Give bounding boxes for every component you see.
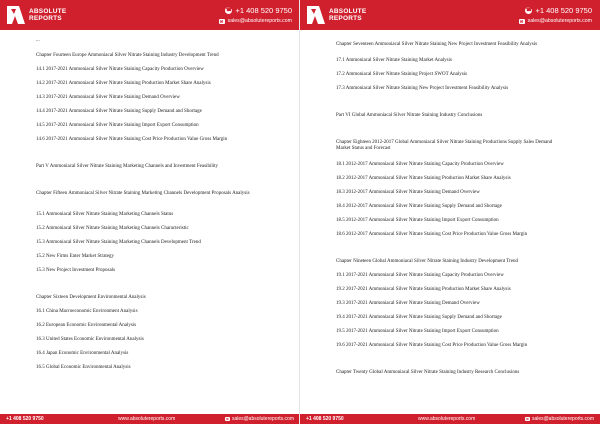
toc-entry: Chapter Sixteen Development Environmental Analysis bbox=[36, 295, 146, 300]
toc-entry: 14.4 2017-2021 Ammoniacal Silver Nitrate Staining Supply Demand and Shortage bbox=[36, 109, 202, 114]
page-footer bbox=[300, 414, 600, 424]
absolute-reports-logo[interactable] bbox=[6, 5, 66, 25]
toc-entry: 15.3 Ammoniacal Silver Nitrate Staining Marketing Channels Development Trend bbox=[36, 240, 201, 245]
logo-line-2: REPORTS bbox=[29, 15, 62, 22]
toc-entry: 16.1 China Macroeconomic Environment Analysis bbox=[36, 309, 138, 314]
toc-entry: 14.6 2017-2021 Ammoniacal Silver Nitrate Staining Cost Price Production Value Gross Margin bbox=[36, 137, 228, 142]
toc-entry: 17.1 Ammoniacal Silver Nitrate Staining Market Analysis bbox=[336, 58, 452, 63]
email-icon: ✉ bbox=[519, 18, 524, 24]
logo-mark-icon bbox=[306, 5, 326, 25]
toc-entry: Chapter Nineteen Global Ammoniacal Silver Nitrate Staining Industry Development Trend bbox=[336, 259, 519, 264]
toc-entry: ... bbox=[36, 38, 40, 43]
email-icon: ✉ bbox=[226, 417, 229, 421]
header-contact bbox=[219, 5, 292, 26]
toc-entry: 16.4 Japan Economic Environmental Analysis bbox=[36, 351, 129, 356]
toc-entry: 16.5 Global Economic Environmental Analysis bbox=[36, 365, 131, 370]
toc-entry: Chapter Eighteen 2012-2017 Global Ammoniacal Silver Nitrate Staining Productions Supply Sales Demand Market Status and Forecast bbox=[336, 140, 553, 151]
toc-entry: 19.1 2017-2021 Ammoniacal Silver Nitrate Staining Capacity Production Overview bbox=[336, 273, 504, 278]
toc-entry: 15.1 Ammoniacal Silver Nitrate Staining Marketing Channels Status bbox=[36, 212, 174, 217]
header-phone[interactable]: +1 408 520 9750 bbox=[535, 5, 592, 15]
phone-icon: ☎ bbox=[525, 6, 533, 13]
footer-email[interactable]: sales@absolutereports.com bbox=[531, 416, 594, 422]
header-email[interactable]: sales@absolutereports.com bbox=[527, 18, 592, 24]
toc-entry: 14.2 2017-2021 Ammoniacal Silver Nitrate Staining Production Market Share Analysis bbox=[36, 81, 211, 86]
logo-line-1: ABSOLUTE bbox=[29, 8, 67, 15]
toc-entry: 14.5 2017-2021 Ammoniacal Silver Nitrate Staining Import Export Consumption bbox=[36, 123, 199, 128]
footer-phone[interactable]: +1 408 520 9750 bbox=[6, 416, 44, 422]
toc-entry: Chapter Fourteen Europe Ammoniacal Silver Nitrate Staining Industry Development Trend bbox=[36, 53, 219, 58]
toc-entry: 14.3 2017-2021 Ammoniacal Silver Nitrate Staining Demand Overview bbox=[36, 95, 180, 100]
logo-mark-icon bbox=[6, 5, 26, 25]
header-contact bbox=[519, 5, 592, 26]
toc-entry: 18.4 2012-2017 Ammoniacal Silver Nitrate Staining Supply Demand and Shortage bbox=[336, 204, 502, 209]
toc-entry: Part V Ammoniacal Silver Nitrate Staining Marketing Channels and Investment Feasibility bbox=[36, 164, 219, 169]
toc-entry: 19.4 2017-2021 Ammoniacal Silver Nitrate Staining Supply Demand and Shortage bbox=[336, 315, 502, 320]
toc-entry: 18.1 2012-2017 Ammoniacal Silver Nitrate Staining Capacity Production Overview bbox=[336, 162, 504, 167]
toc-entry: 19.2 2017-2021 Ammoniacal Silver Nitrate Staining Production Market Share Analysis bbox=[336, 287, 511, 292]
toc-entry: 16.3 United States Economic Environmental Analysis bbox=[36, 337, 144, 342]
toc-entry: 18.6 2012-2017 Ammoniacal Silver Nitrate Staining Cost Price Production Value Gross Margin bbox=[336, 232, 528, 237]
toc-entry: 19.5 2017-2021 Ammoniacal Silver Nitrate Staining Import Export Consumption bbox=[336, 329, 499, 334]
toc-entry: Part VI Global Ammoniacal Silver Nitrate Staining Industry Conclusions bbox=[336, 113, 483, 118]
footer-email[interactable]: sales@absolutereports.com bbox=[231, 416, 294, 422]
footer-website[interactable]: www.absolutereports.com bbox=[418, 416, 476, 422]
phone-icon: ☎ bbox=[225, 6, 233, 13]
toc-entry: 15.3 New Project Investment Proposals bbox=[36, 268, 116, 273]
toc-entry: 15.2 New Firms Enter Market Strategy bbox=[36, 254, 115, 259]
toc-entry: 16.2 European Economic Environmental Analysis bbox=[36, 323, 137, 328]
page-footer bbox=[0, 414, 300, 424]
toc-entry: Chapter Fifteen Ammoniacal Silver Nitrate Staining Marketing Channels Development Proposals Analysis bbox=[36, 191, 250, 196]
toc-entry: 17.3 Ammoniacal Silver Nitrate Staining New Project Investment Feasibility Analysis bbox=[336, 86, 509, 91]
header-phone[interactable]: +1 408 520 9750 bbox=[235, 5, 292, 15]
header-email[interactable]: sales@absolutereports.com bbox=[227, 18, 292, 24]
toc-entry: 17.2 Ammoniacal Silver Nitrate Staining Project SWOT Analysis bbox=[336, 72, 468, 77]
toc-entry: 19.3 2017-2021 Ammoniacal Silver Nitrate Staining Demand Overview bbox=[336, 301, 480, 306]
toc-entry: 15.2 Ammoniacal Silver Nitrate Staining Marketing Channels Characteristic bbox=[36, 226, 189, 231]
toc-entry: 18.2 2012-2017 Ammoniacal Silver Nitrate Staining Production Market Share Analysis bbox=[336, 176, 511, 181]
logo-line-2: REPORTS bbox=[329, 15, 362, 22]
footer-website[interactable]: www.absolutereports.com bbox=[118, 416, 176, 422]
page-header bbox=[300, 0, 600, 30]
absolute-reports-logo[interactable] bbox=[306, 5, 366, 25]
footer-phone[interactable]: +1 408 520 9750 bbox=[306, 416, 344, 422]
toc-entry: 14.1 2017-2021 Ammoniacal Silver Nitrate Staining Capacity Production Overview bbox=[36, 67, 204, 72]
email-icon: ✉ bbox=[526, 417, 529, 421]
toc-entry: 18.3 2012-2017 Ammoniacal Silver Nitrate Staining Demand Overview bbox=[336, 190, 480, 195]
report-page-right bbox=[300, 0, 600, 424]
toc-entry: Chapter Twenty Global Ammoniacal Silver Nitrate Staining Industry Research Conclusions bbox=[336, 370, 520, 375]
toc-entry: 18.5 2012-2017 Ammoniacal Silver Nitrate Staining Import Export Consumption bbox=[336, 218, 499, 223]
logo-line-1: ABSOLUTE bbox=[329, 8, 367, 15]
email-icon: ✉ bbox=[219, 18, 224, 24]
toc-entry: Chapter Seventeen Ammoniacal Silver Nitrate Staining New Project Investment Feasibility Analysis bbox=[336, 42, 538, 47]
toc-entry: 19.6 2017-2021 Ammoniacal Silver Nitrate Staining Cost Price Production Value Gross Margin bbox=[336, 343, 528, 348]
page-header bbox=[0, 0, 300, 30]
